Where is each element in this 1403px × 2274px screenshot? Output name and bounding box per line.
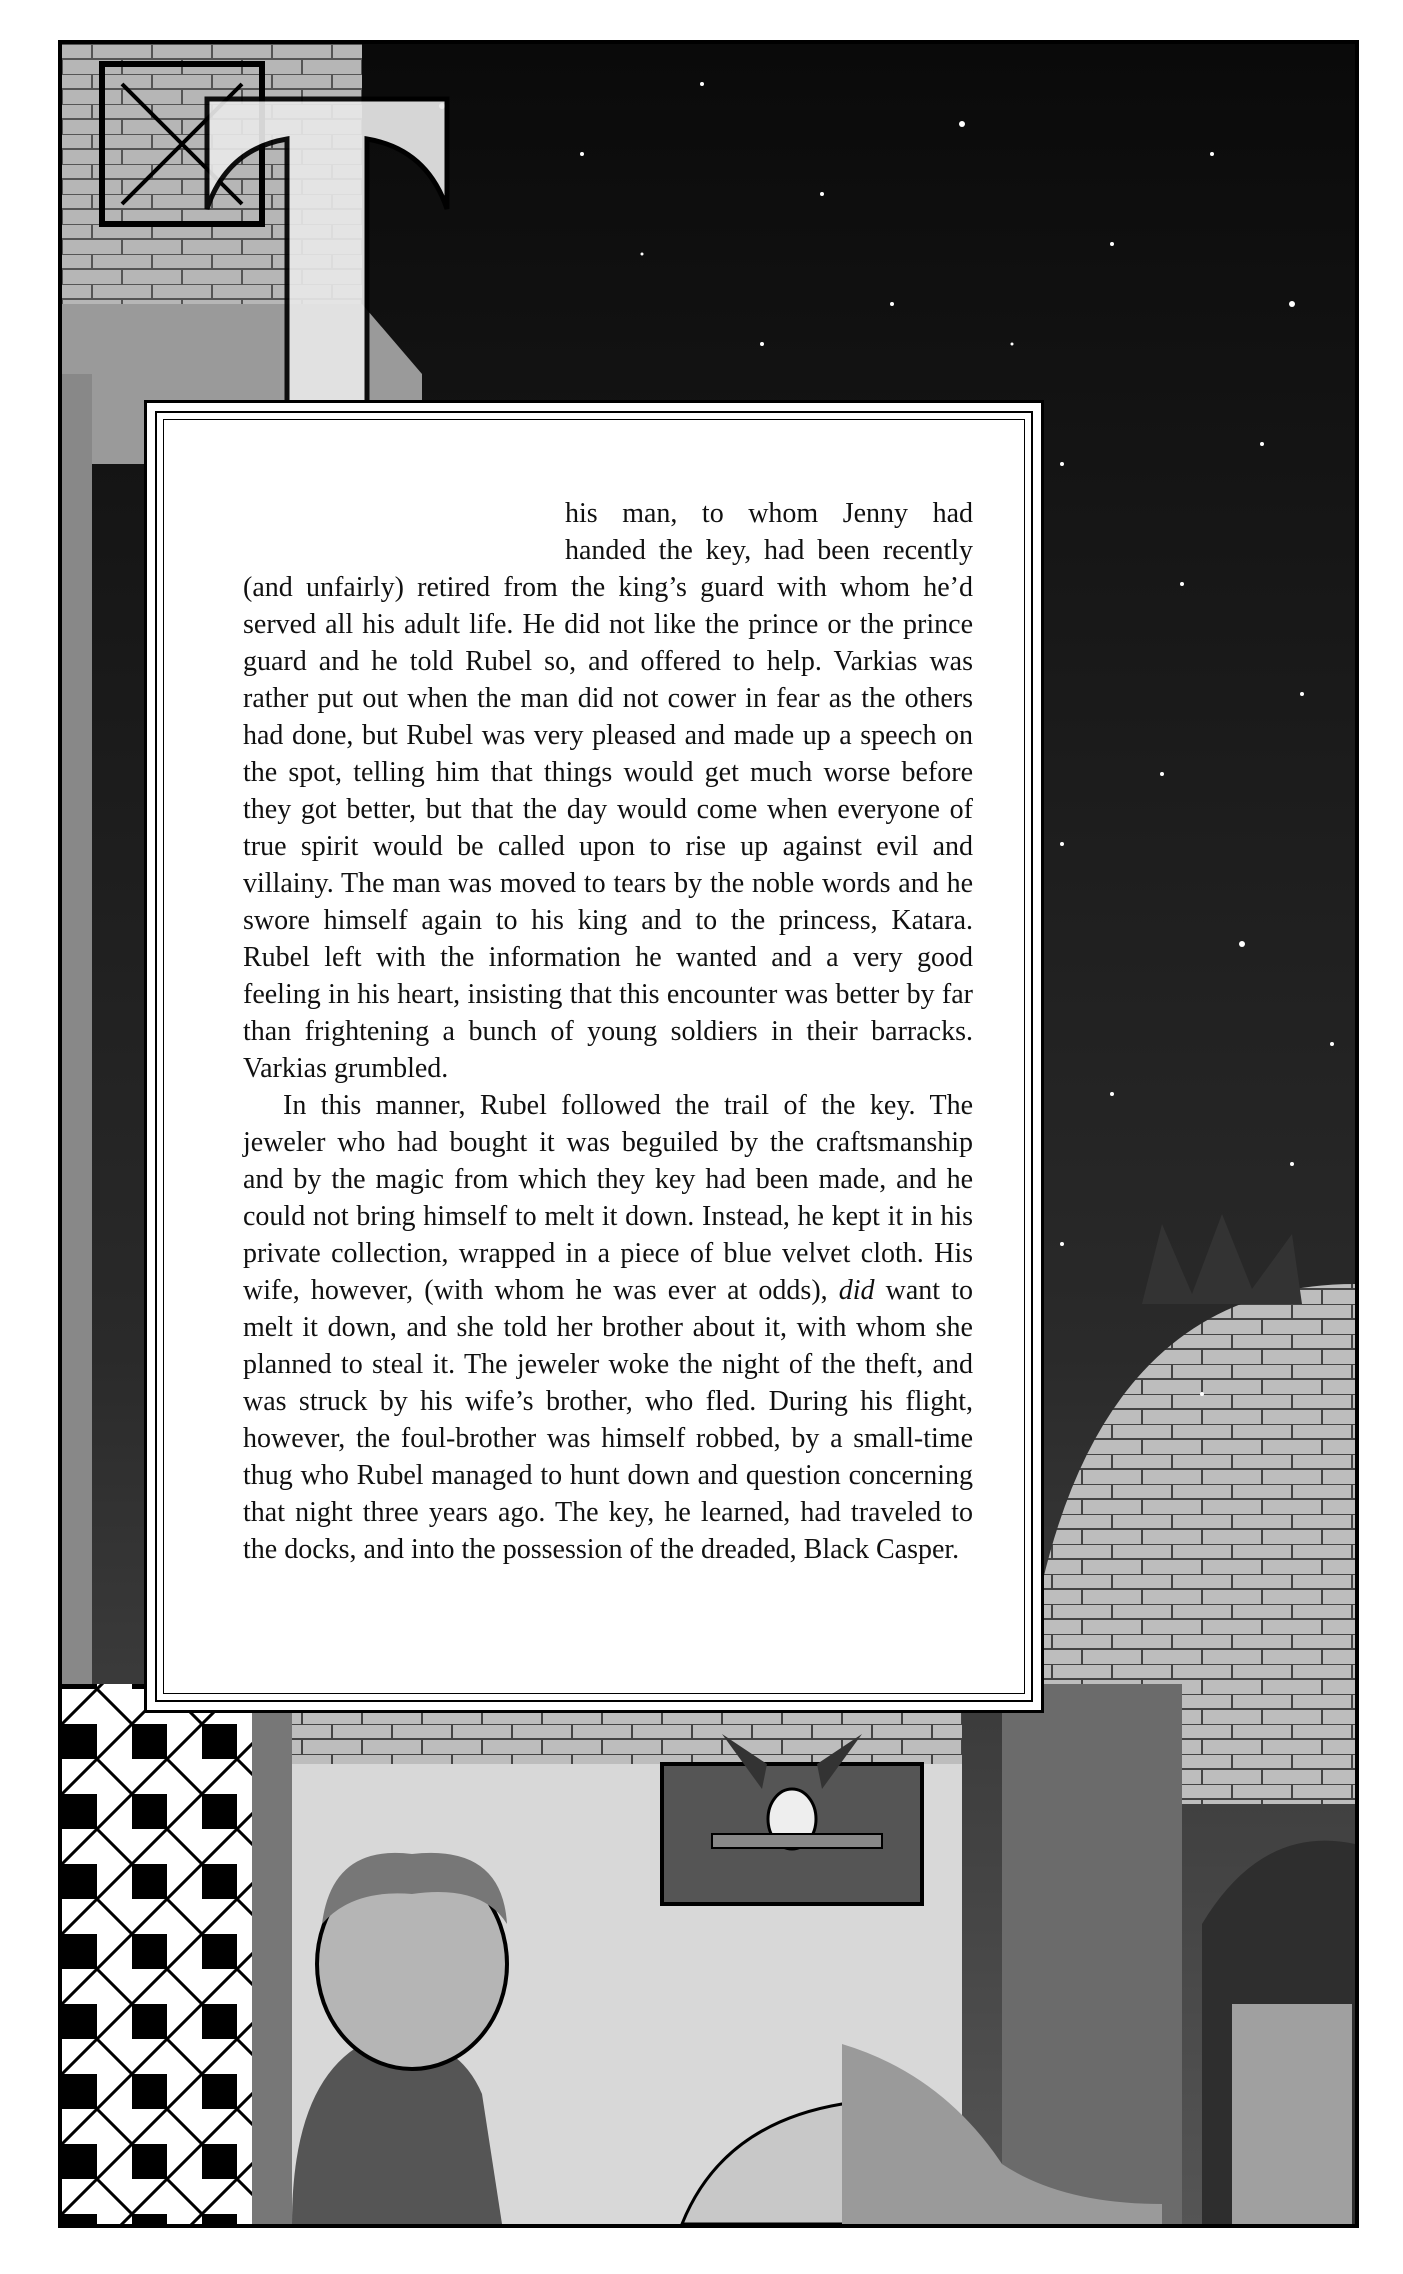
story-paragraph-2	[243, 1087, 973, 1568]
stone-pillar	[1002, 1684, 1182, 2224]
story-text-panel	[144, 400, 1044, 1713]
page-frame	[58, 40, 1359, 2228]
story-paragraph-2-emphasis: did	[838, 1275, 875, 1306]
lattice-window	[62, 1684, 252, 2224]
story-paragraph-1: his man, to whom Jenny had handed the key, had been recently (and unfairly) retired from the king’s guard with whom he’d served all his adult life. He did not like the prince or the prince guard and he told Rubel so, and offered to help. Varkias was rather put out when the man did not cower in fear as the others had done, but Rubel was very pleased and made up a speech on the spot, telling him that things would get much worse before they got better, but that the day would come when everyone of true spirit would be called upon to rise up against evil and villainy. The man was moved to tears by the noble words and he swore himself again to his king and to the princess, Katara. Rubel left with the information he wanted and a very good feeling in his heart, insisting that this encounter was better by far than frightening a bunch of young soldiers in their barracks. Varkias grumbled.	[243, 498, 973, 1084]
story-text	[243, 495, 973, 1568]
story-paragraph-2-start: In this manner, Rubel followed the trail of the key. The jeweler who had bought it was beguiled by the craftsmanship and by the magic from which they key had been made, and he could not bring himself to melt it down. Instead, he kept it in his private collection, wrapped in a piece of blue velvet cloth. His wife, however, (with whom he was ever at odds),	[243, 1090, 973, 1306]
story-paragraph-2-end: want to melt it down, and she told her brother about it, with whom she planned to steal it. The jeweler woke the night of the theft, and was struck by his wife’s brother, who fled. During his flight, however, the foul-brother was himself robbed, by a small-time thug who Rubel managed to hunt down and question concerning that night three years ago. The key, he learned, had traveled to the docks, and into the possession of the dreaded, Black Casper.	[243, 1275, 973, 1565]
